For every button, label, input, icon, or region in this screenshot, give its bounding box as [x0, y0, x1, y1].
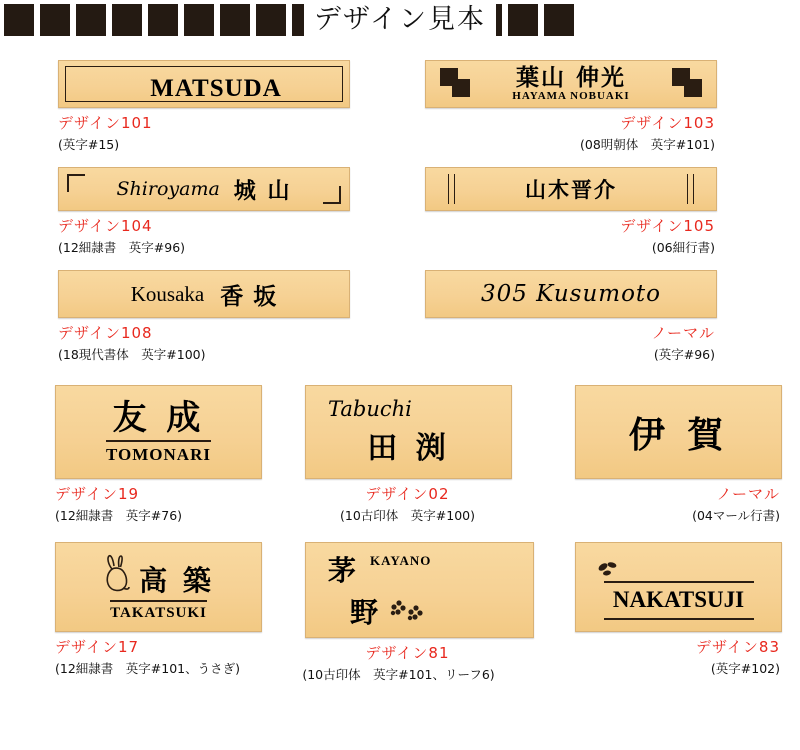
plate-note: (10古印体 英字#100)	[340, 508, 475, 523]
page-title: デザイン見本	[304, 4, 496, 36]
plate-note: (18現代書体 英字#100)	[58, 347, 206, 362]
plate-code: デザイン103	[620, 114, 715, 132]
plate-row	[0, 385, 800, 524]
plate-name-jp: 友 成	[112, 398, 205, 438]
plate-note: (08明朝体 英字#101)	[580, 137, 715, 152]
plate-note: (12細隷書 英字#76)	[55, 508, 183, 523]
plate-code: デザイン02	[365, 485, 450, 503]
plate-name-jp: 城 山	[233, 178, 292, 204]
plate-name-en: NAKATSUJI	[612, 586, 745, 612]
nameplate-design101[interactable]	[58, 60, 350, 108]
plate-name-jp: 田 渕	[367, 431, 450, 466]
plate-caption-normal96	[425, 322, 715, 363]
nameplate-normal04[interactable]	[575, 385, 782, 479]
plate-name-en: 305 Kusumoto	[480, 281, 662, 307]
plate-note: (10古印体 英字#101、リーフ6)	[302, 667, 495, 682]
plate-note: (04マール行書)	[692, 508, 780, 523]
banner-block	[184, 4, 214, 36]
plate-name-en: Shiroyama	[116, 178, 220, 200]
plate-name-jp: 高 築	[139, 563, 214, 597]
plate-caption-design02	[305, 483, 510, 524]
leaf-icon	[596, 561, 626, 579]
plate-name-jp-1: 茅	[328, 554, 357, 587]
plate-name-jp: 山木晋介	[525, 177, 617, 202]
banner-block	[508, 4, 538, 36]
plate-cell-design19	[0, 385, 290, 524]
plate-caption-design101	[58, 112, 400, 153]
plate-cell-design101	[0, 60, 400, 153]
plate-note: (12細隷書 英字#96)	[58, 240, 186, 255]
plate-caption-design103	[425, 112, 715, 153]
banner-block	[40, 4, 70, 36]
plate-cell-normal96	[400, 270, 800, 363]
banner-block	[112, 4, 142, 36]
plate-row	[0, 60, 800, 153]
plate-caption-design105	[425, 215, 715, 256]
plate-name-jp: 葉山 伸光	[515, 64, 626, 91]
design-sample-sheet	[0, 40, 800, 683]
plate-name-en: KAYANO	[370, 553, 432, 568]
plate-note: (12細隷書 英字#101、うさぎ)	[55, 661, 240, 676]
plate-cell-design105	[400, 167, 800, 256]
plate-caption-design83	[575, 636, 780, 677]
plate-code: デザイン17	[55, 638, 140, 656]
plate-cell-design83	[540, 542, 800, 683]
plate-code: デザイン83	[695, 638, 780, 656]
plate-name-jp: 香 坂	[220, 283, 278, 310]
plate-caption-design17	[55, 636, 290, 677]
plate-code: ノーマル	[651, 324, 715, 342]
plate-code: デザイン108	[58, 324, 153, 342]
nameplate-design104[interactable]	[58, 167, 350, 211]
banner-block	[148, 4, 178, 36]
plate-name-jp-2: 野	[350, 596, 379, 629]
plate-name-en: MATSUDA	[150, 75, 282, 102]
header-banner	[0, 0, 800, 40]
plate-cell-design108	[0, 270, 400, 363]
nameplate-normal96[interactable]	[425, 270, 717, 318]
plate-caption-design104	[58, 215, 400, 256]
banner-block	[544, 4, 574, 36]
nameplate-design81[interactable]	[305, 542, 534, 638]
line-decoration	[693, 174, 694, 204]
plate-note: (06細行書)	[651, 240, 715, 255]
plate-code: デザイン19	[55, 485, 140, 503]
banner-block	[220, 4, 250, 36]
plate-caption-normal04	[575, 483, 780, 524]
banner-block	[4, 4, 34, 36]
plate-code: ノーマル	[716, 485, 780, 503]
plate-row	[0, 270, 800, 363]
plate-code: デザイン104	[58, 217, 153, 235]
plate-name-en: TAKATSUKI	[110, 600, 207, 622]
plate-name-en: Kousaka	[130, 281, 205, 306]
plate-note: (英字#102)	[710, 661, 780, 676]
plate-cell-design02	[290, 385, 540, 524]
plate-caption-design19	[55, 483, 290, 524]
nameplate-design17[interactable]	[55, 542, 262, 632]
plate-name-sub: HAYAMA NOBUAKI	[512, 90, 630, 102]
nameplate-design19[interactable]	[55, 385, 262, 479]
nameplate-design105[interactable]	[425, 167, 717, 211]
plate-note: (英字#96)	[653, 347, 715, 362]
plate-cell-design17	[0, 542, 290, 683]
line-decoration	[454, 174, 455, 204]
flower-icon	[386, 598, 424, 624]
line-decoration	[687, 174, 688, 204]
plate-cell-design104	[0, 167, 400, 256]
plate-caption-design81	[302, 642, 510, 683]
plate-code: デザイン105	[620, 217, 715, 235]
line-decoration	[448, 174, 449, 204]
banner-block	[76, 4, 106, 36]
plate-cell-design81	[290, 542, 540, 683]
banner-block	[256, 4, 286, 36]
plate-note: (英字#15)	[58, 137, 120, 152]
rabbit-icon	[103, 553, 133, 597]
plate-caption-design108	[58, 322, 400, 363]
nameplate-design83[interactable]	[575, 542, 782, 632]
nameplate-design103[interactable]	[425, 60, 717, 108]
square-decoration	[684, 79, 702, 97]
plate-name-jp: 伊 賀	[628, 413, 729, 456]
plate-name-en: Tabuchi	[328, 397, 412, 421]
plate-cell-design103	[400, 60, 800, 153]
plate-name-en: TOMONARI	[106, 440, 211, 465]
nameplate-design02[interactable]	[305, 385, 512, 479]
corner-bracket-icon	[323, 186, 341, 204]
square-decoration	[452, 79, 470, 97]
nameplate-design108[interactable]	[58, 270, 350, 318]
plate-row	[0, 167, 800, 256]
plate-cell-normal04	[540, 385, 800, 524]
plate-row	[0, 542, 800, 683]
plate-code: デザイン81	[365, 644, 450, 662]
plate-code: デザイン101	[58, 114, 153, 132]
corner-bracket-icon	[67, 174, 85, 192]
